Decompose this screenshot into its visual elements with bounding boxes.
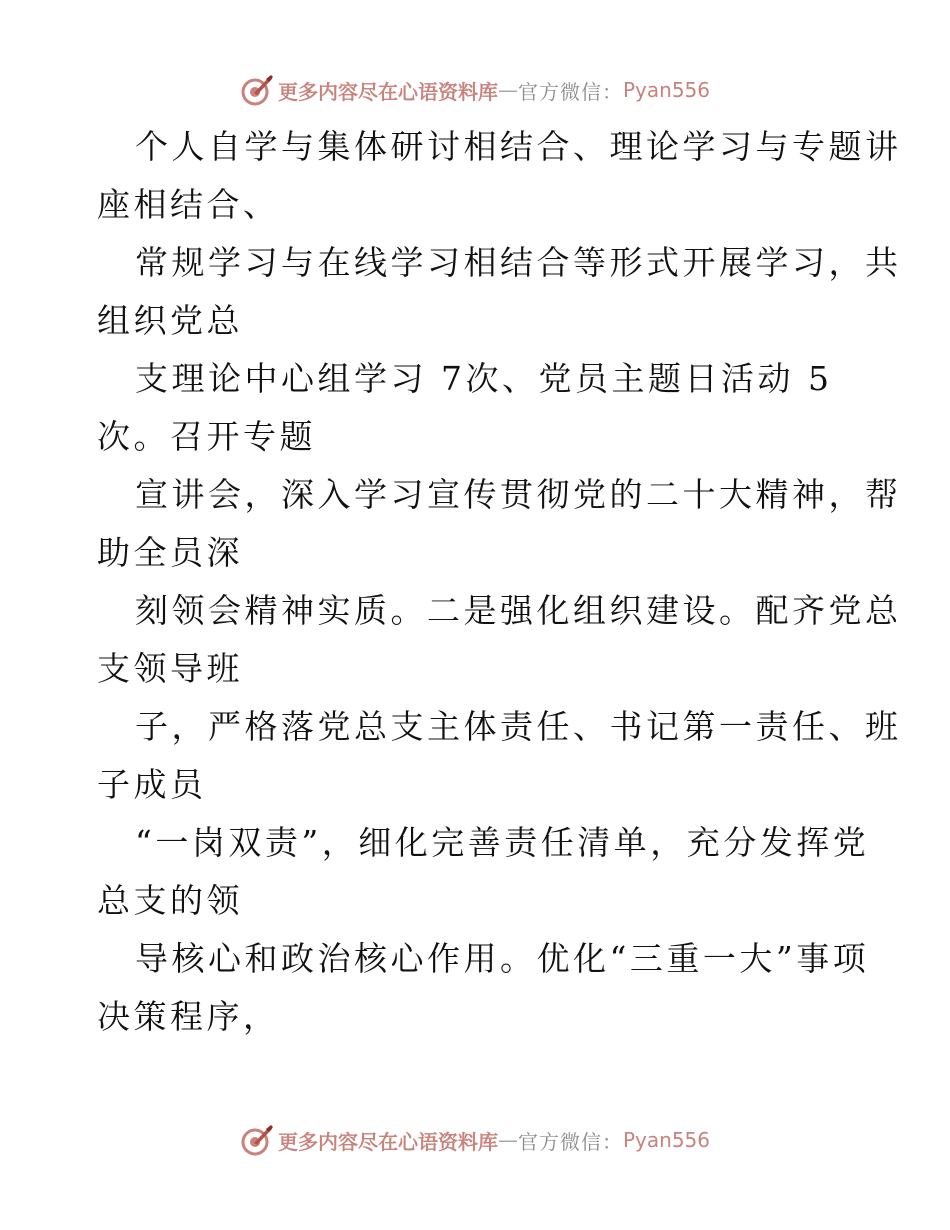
wechat-id: Pyan556 (622, 78, 710, 102)
text-line: 子成员 (97, 765, 207, 804)
header-banner (0, 70, 950, 110)
quill-pen-logo-icon (240, 1123, 274, 1157)
text-line: 次。召开专题 (97, 417, 316, 456)
quill-pen-logo-icon (240, 73, 274, 107)
text-line: 助全员深 (97, 533, 243, 572)
site-name: 更多内容尽在心语资料库 (277, 79, 498, 104)
wechat-id: Pyan556 (622, 1128, 710, 1152)
text-line: 常规学习与在线学习相结合等形式开展学习，共 (135, 243, 902, 282)
official-wechat-label: 官方微信： (517, 1129, 623, 1154)
separator-dash: — (497, 78, 518, 102)
text-line: 总支的领 (97, 881, 243, 920)
text-line: 导核心和政治核心作用。优化“三重一大”事项 (135, 939, 870, 978)
text-line: 组织党总 (97, 301, 243, 340)
text-line: 决策程序， (97, 997, 280, 1036)
text-line: 子，严格落党总支主体责任、书记第一责任、班 (135, 707, 902, 746)
text-line: 宣讲会，深入学习宣传贯彻党的二十大精神，帮 (135, 475, 902, 514)
separator-dash: — (497, 1128, 518, 1152)
document-body (97, 118, 902, 1046)
text-line: “一岗双责”，细化完善责任清单，充分发挥党 (135, 823, 870, 862)
text-line: 支理论中心组学习 7次、党员主题日活动 5 (135, 359, 833, 398)
site-name: 更多内容尽在心语资料库 (277, 1129, 498, 1154)
text-line: 刻领会精神实质。二是强化组织建设。配齐党总 (135, 591, 902, 630)
footer-banner (0, 1120, 950, 1160)
official-wechat-label: 官方微信： (517, 79, 623, 104)
text-line: 座相结合、 (97, 185, 280, 224)
text-line: 支领导班 (97, 649, 243, 688)
text-line: 个人自学与集体研讨相结合、理论学习与专题讲 (135, 127, 902, 166)
